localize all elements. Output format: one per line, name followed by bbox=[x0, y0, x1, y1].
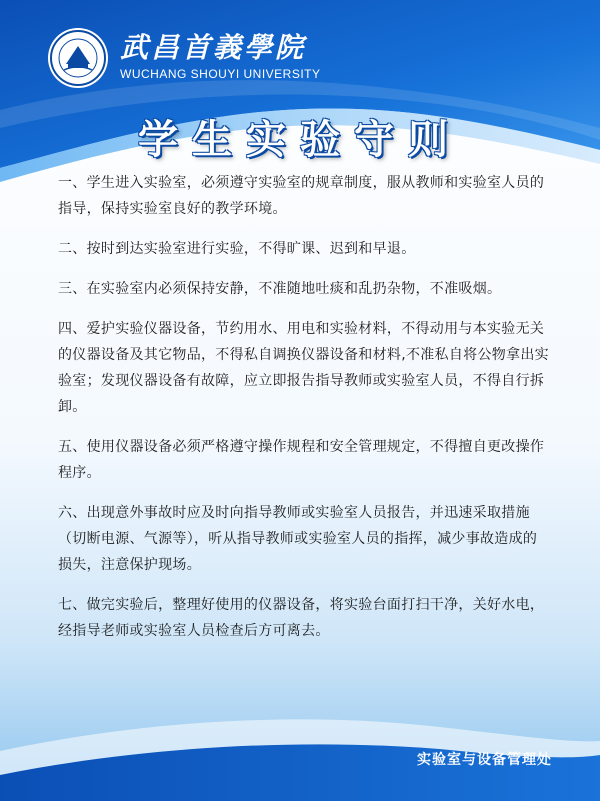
page-title: 学生实验守则 bbox=[138, 117, 462, 163]
rule-3: 三、在实验室内必须保持安静，不准随地吐痰和乱扔杂物，不准吸烟。 bbox=[58, 281, 502, 297]
rule-6: 六、出现意外事故时应及时向指导教师或实验室人员报告，并迅速采取措施（切断电源、气源等），听从指导教师或实验室人员的指挥，减少事故造成的损失，注意保护现场。 bbox=[58, 505, 538, 573]
university-logo bbox=[46, 26, 110, 90]
school-name-english: WUCHANG SHOUYI UNIVERSITY bbox=[120, 67, 321, 81]
footer-wave-background bbox=[0, 681, 600, 801]
department-name: 实验室与设备管理处 bbox=[417, 752, 552, 768]
rule-4: 四、爱护实验仪器设备，节约用水、用电和实验材料，不得动用与本实验无关的仪器设备及其它物品，不得私自调换仪器设备和材料,不准私自将公物拿出实验室；发现仪器设备有故障，应立即报告指导教师或实验室人员，不得自行拆卸。 bbox=[58, 321, 549, 415]
rule-5: 五、使用仪器设备必须严格遵守操作规程和安全管理规定，不得擅自更改操作程序。 bbox=[58, 439, 545, 481]
school-name-chinese: 武昌首義學院 bbox=[120, 31, 307, 64]
rule-1: 一、学生进入实验室，必须遵守实验室的规章制度，服从教师和实验室人员的指导，保持实验室良好的教学环境。 bbox=[58, 175, 545, 217]
rule-2: 二、按时到达实验室进行实验，不得旷课、迟到和早退。 bbox=[58, 241, 416, 257]
rule-7: 七、做完实验后，整理好使用的仪器设备，将实验台面打扫干净，关好水电，经指导老师或实验室人员检查后方可离去。 bbox=[58, 597, 545, 639]
rules-list bbox=[58, 170, 550, 658]
